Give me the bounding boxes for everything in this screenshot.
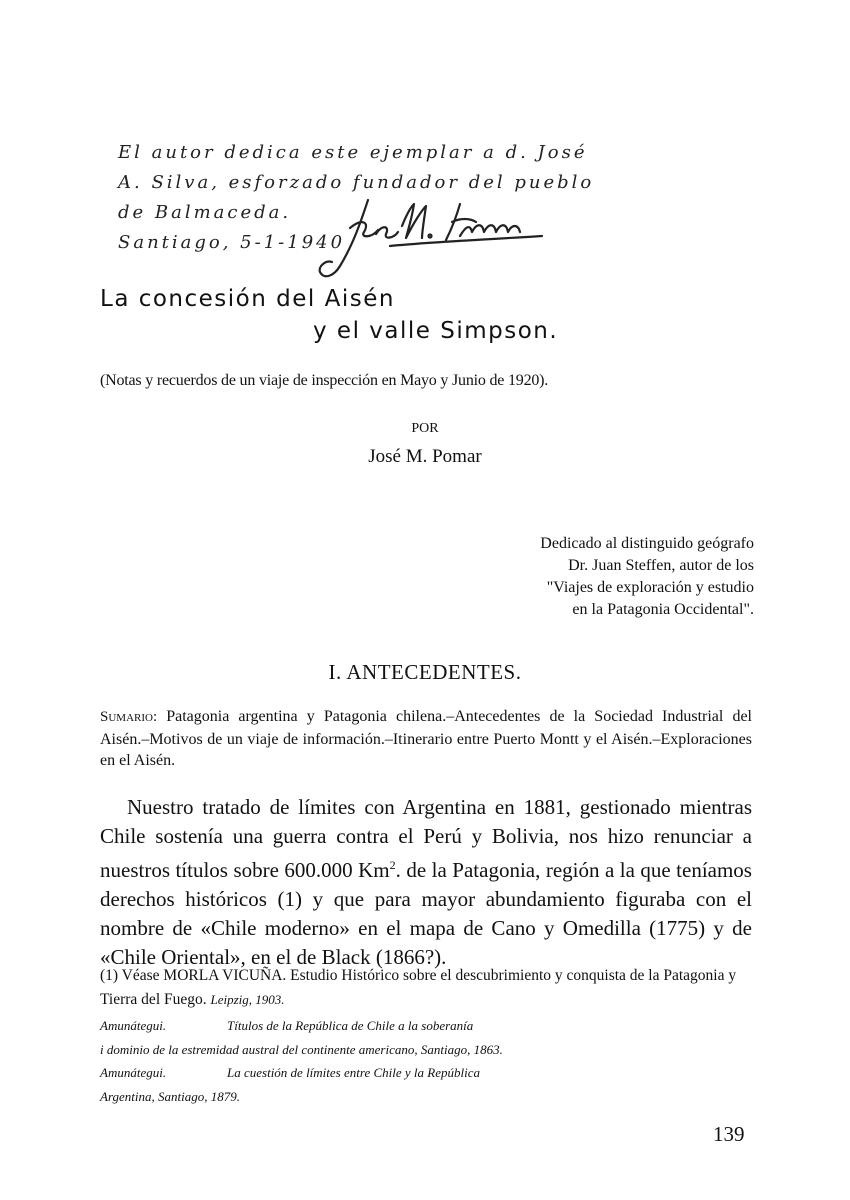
epigraph: [420, 533, 754, 621]
page-title-line-1: La concesión del Aisén: [100, 286, 395, 312]
footnote-line: [100, 1018, 474, 1034]
epigraph-line: en la Patagonia Occidental".: [572, 601, 754, 618]
page-title-line-2: y el valle Simpson.: [313, 318, 559, 344]
author-name: José M. Pomar: [368, 446, 482, 467]
footnote-author: Amunátegui.: [100, 1018, 167, 1033]
footnote-1: [100, 964, 752, 1012]
summary-label: Sumario:: [100, 709, 158, 725]
dedication-line: de Balmaceda.: [118, 202, 292, 223]
dedication-line: El autor dedica este ejemplar a d. José: [118, 142, 588, 163]
footnote-line: i dominio de la estremidad austral del continente americano, Santiago, 1863.: [100, 1042, 503, 1057]
footnote-title: La cuestión de límites entre Chile y la República: [227, 1065, 480, 1080]
epigraph-line: Dedicado al distinguido geógrafo: [540, 535, 754, 552]
subtitle: (Notas y recuerdos de un viaje de inspección en Mayo y Junio de 1920).: [100, 372, 549, 389]
chapter-summary: [100, 706, 752, 772]
body-text: [100, 793, 752, 972]
summary-text: Patagonia argentina y Patagonia chilena.–Antecedentes de la Sociedad Industrial del Aisén.–Motivos de un viaje de información.–Itinerario entre Puerto Montt y el Aisén.–Exploraciones en el Aisén.: [100, 708, 752, 769]
body-paragraph-part-2: . de la Patagonia, región a la que teníamos derechos históricos (1) y que para mayor abundamiento figuraba con el nombre de «Chile moderno» en el mapa de Cano y Omedilla (1775) y de «Chile Oriental», en el de Black (1866?).: [100, 858, 752, 969]
body-paragraph: [100, 793, 752, 972]
byline-por: POR: [411, 421, 439, 436]
page-number: 139: [713, 1122, 745, 1146]
footnote-title: Títulos de la República de Chile a la soberanía: [227, 1018, 474, 1033]
epigraph-line: Dr. Juan Steffen, autor de los: [568, 557, 754, 574]
footnote-line: [100, 1065, 480, 1081]
handwritten-signature: [310, 188, 550, 288]
epigraph-line: "Viajes de exploración y estudio: [546, 579, 754, 596]
superscript: 2: [389, 858, 396, 872]
body-paragraph-part-1: Nuestro tratado de límites con Argentina en 1881, gestionado mientras Chile sostenía una guerra contra el Perú y Bolivia, nos hizo renunciar a nuestros títulos sobre 600.000 Km: [100, 795, 752, 882]
footnote-main-text: (1) Véase MORLA VICUÑA. Estudio Histórico sobre el descubrimiento y conquista de la Patagonia y Tierra del Fuego.: [100, 967, 737, 1008]
dedication-line: Santiago, 5-1-1940: [118, 232, 346, 253]
chapter-heading: I. ANTECEDENTES.: [328, 660, 522, 684]
footnote-author: Amunátegui.: [100, 1065, 167, 1080]
footnote-place: Leipzig, 1903.: [210, 992, 285, 1007]
dedication-line: A. Silva, esforzado fundador del pueblo: [118, 172, 595, 193]
footnote-line: Argentina, Santiago, 1879.: [100, 1089, 240, 1104]
